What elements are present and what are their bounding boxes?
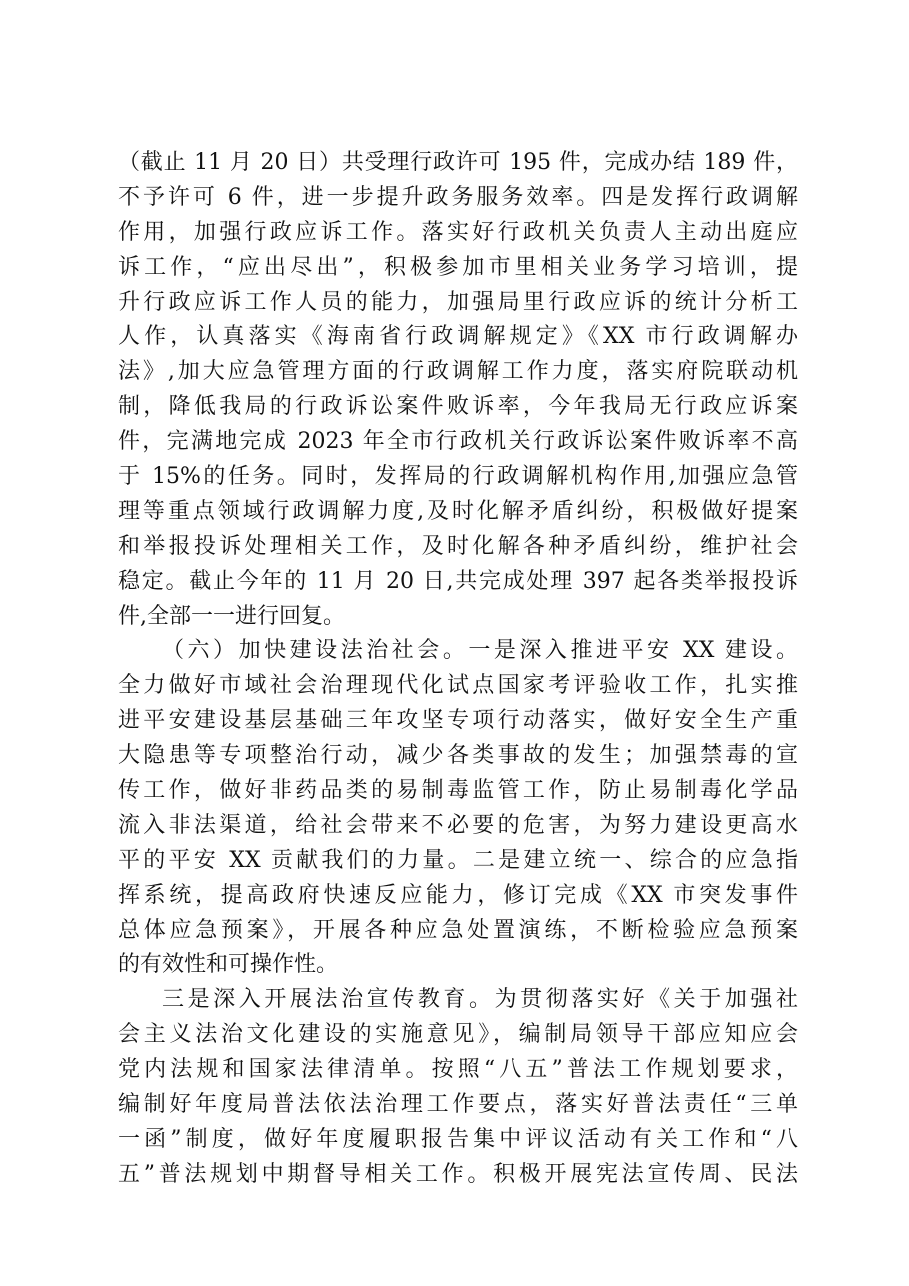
text-line: 平的平安 XX 贡献我们的力量。二是建立统一、综合的应急指 (118, 847, 798, 873)
text-line: 于 15%的任务。同时，发挥局的行政调解机构作用,加强应急管 (118, 464, 798, 490)
text-line: 件，完满地完成 2023 年全市行政机关行政诉讼案件败诉率不高 (118, 429, 798, 455)
text-line: 稳定。截止今年的 11 月 20 日,共完成处理 397 起各类举报投诉 (118, 568, 798, 594)
text-line: 五”普法规划中期督导相关工作。积极开展宪法宣传周、民法 (118, 1161, 798, 1187)
paragraph-2 (118, 634, 798, 983)
text-line: 和举报投诉处理相关工作，及时化解各种矛盾纠纷，维护社会 (118, 533, 798, 559)
text-line: 不予许可 6 件，进一步提升政务服务效率。四是发挥行政调解 (118, 184, 798, 210)
text-line: 诉工作，“应出尽出”，积极参加市里相关业务学习培训，提 (118, 254, 798, 280)
text-line: 一函”制度，做好年度履职报告集中评议活动有关工作和“八 (118, 1126, 798, 1152)
text-line: 会主义法治文化建设的实施意见》，编制局领导干部应知应会 (118, 1022, 798, 1048)
text-line: 三是深入开展法治宣传教育。为贯彻落实好《关于加强社 (162, 987, 798, 1013)
text-line: 件,全部一一进行回复。 (118, 603, 345, 629)
text-line: 大隐患等专项整治行动，减少各类事故的发生；加强禁毒的宣 (118, 743, 798, 769)
paragraph-3 (118, 983, 798, 1192)
text-line: 党内法规和国家法律清单。按照“八五”普法工作规划要求， (118, 1057, 798, 1083)
text-line: 理等重点领域行政调解力度,及时化解矛盾纠纷，积极做好提案 (118, 498, 798, 524)
text-line: 的有效性和可操作性。 (118, 952, 339, 978)
text-line: 传工作，做好非药品类的易制毒监管工作，防止易制毒化学品 (118, 778, 798, 804)
text-line: 流入非法渠道，给社会带来不必要的危害，为努力建设更高水 (118, 812, 798, 838)
text-line: 进平安建设基层基础三年攻坚专项行动落实，做好安全生产重 (118, 708, 798, 734)
text-line: 升行政应诉工作人员的能力，加强局里行政应诉的统计分析工 (118, 289, 798, 315)
text-line: 总体应急预案》，开展各种应急处置演练，不断检验应急预案 (118, 917, 798, 943)
paragraph-1 (118, 146, 798, 634)
text-line: 法》,加大应急管理方面的行政调解工作力度，落实府院联动机 (118, 359, 798, 385)
text-line: 作用，加强行政应诉工作。落实好行政机关负责人主动出庭应 (118, 219, 798, 245)
section-heading-line: （六）加快建设法治社会。一是深入推进平安 XX 建设。 (162, 638, 798, 664)
document-body (118, 146, 798, 1193)
text-line: 编制好年度局普法依法治理工作要点，落实好普法责任“三单 (118, 1092, 798, 1118)
text-line: 制，降低我局的行政诉讼案件败诉率，今年我局无行政应诉案 (118, 394, 798, 420)
text-line: （截止 11 月 20 日）共受理行政许可 195 件，完成办结 189 件， (118, 150, 798, 175)
text-line: 挥系统，提高政府快速反应能力，修订完成《XX 市突发事件 (118, 882, 798, 908)
text-line: 人作，认真落实《海南省行政调解规定》《XX 市行政调解办 (118, 324, 798, 350)
text-line: 全力做好市域社会治理现代化试点国家考评验收工作，扎实推 (118, 673, 798, 699)
